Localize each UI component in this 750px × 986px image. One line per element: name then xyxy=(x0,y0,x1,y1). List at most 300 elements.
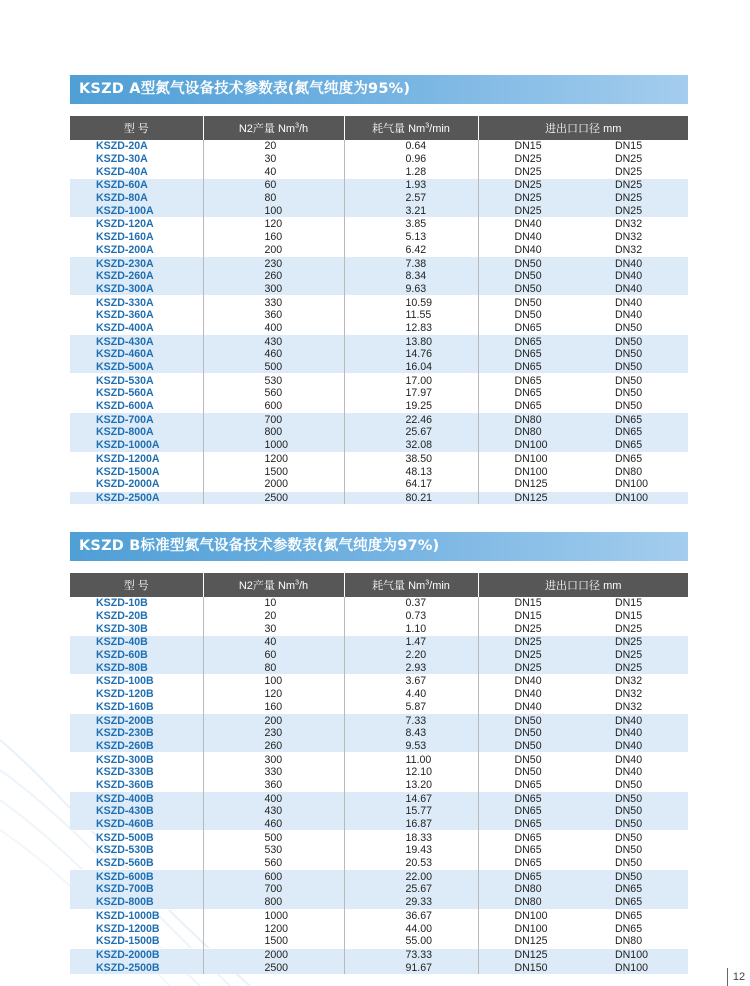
cell-outlet: DN25 xyxy=(615,622,643,635)
cell-flow: 300 xyxy=(203,753,344,766)
cell-flow: 30 xyxy=(203,153,344,166)
table-row xyxy=(70,818,688,831)
table-row xyxy=(70,857,688,870)
table-row xyxy=(70,140,688,153)
cell-model: KSZD-20A xyxy=(96,140,148,153)
cell-air: 32.08 xyxy=(344,439,478,452)
cell-flow: 460 xyxy=(203,818,344,831)
cell-model: KSZD-530A xyxy=(70,374,203,387)
table-row xyxy=(70,727,688,740)
table-row xyxy=(70,909,688,922)
cell-flow: 120 xyxy=(203,688,344,701)
cell-air: 7.33 xyxy=(344,714,478,727)
cell-outlet: DN25 xyxy=(583,661,688,674)
cell-model: KSZD-500B xyxy=(70,831,203,844)
cell-air: 91.67 xyxy=(344,961,478,974)
table-row xyxy=(70,935,688,948)
cell-flow: 40 xyxy=(203,165,344,178)
cell-air: 0.73 xyxy=(344,610,478,623)
table-row xyxy=(70,610,688,623)
cell-flow: 600 xyxy=(203,400,344,413)
cell-inlet: DN65 xyxy=(478,322,583,335)
cell-air: 11.55 xyxy=(344,309,478,322)
cell-air: 12.10 xyxy=(344,766,478,779)
cell-inlet: DN65 xyxy=(478,335,583,348)
table-row xyxy=(70,740,688,753)
table-row xyxy=(70,844,688,857)
cell-air: 16.04 xyxy=(344,361,478,374)
cell-flow: 260 xyxy=(203,740,344,753)
table-row xyxy=(70,491,688,504)
section-title-banner: KSZD B标准型氮气设备技术参数表(氮气纯度为97%) xyxy=(70,532,688,561)
cell-outlet: DN40 xyxy=(583,296,688,309)
cell-outlet: DN100 xyxy=(583,491,688,504)
cell-inlet: DN100 xyxy=(478,465,583,478)
table-row xyxy=(70,465,688,478)
cell-flow: 230 xyxy=(203,257,344,270)
cell-flow: 400 xyxy=(203,792,344,805)
cell-model: KSZD-80A xyxy=(70,192,203,205)
cell-inlet: DN15 xyxy=(478,610,583,623)
cell-outlet: DN25 xyxy=(615,165,643,178)
cell-model: KSZD-30B xyxy=(96,622,148,635)
cell-air: 13.80 xyxy=(344,335,478,348)
table-row xyxy=(70,309,688,322)
cell-outlet: DN40 xyxy=(583,740,688,753)
cell-inlet: DN50 xyxy=(478,270,583,283)
cell-outlet: DN40 xyxy=(615,766,643,779)
cell-flow: 160 xyxy=(203,231,344,244)
header-model: 型 号 xyxy=(70,116,203,140)
cell-inlet: DN65 xyxy=(478,831,583,844)
cell-model: KSZD-120B xyxy=(96,688,154,701)
cell-air: 6.42 xyxy=(344,244,478,257)
table-row xyxy=(70,231,688,244)
cell-inlet: DN50 xyxy=(478,766,583,779)
cell-air: 2.20 xyxy=(344,649,478,662)
cell-flow: 60 xyxy=(203,649,344,662)
cell-air: 18.33 xyxy=(344,831,478,844)
cell-outlet: DN50 xyxy=(615,844,643,857)
cell-air: 1.47 xyxy=(344,636,478,649)
cell-model: KSZD-2500B xyxy=(70,961,203,974)
cell-outlet: DN80 xyxy=(615,935,643,948)
cell-outlet: DN15 xyxy=(615,610,643,623)
table-header-row xyxy=(70,116,688,140)
cell-inlet: DN25 xyxy=(478,179,583,192)
cell-inlet: DN25 xyxy=(478,192,583,205)
table-row xyxy=(70,400,688,413)
cell-inlet: DN50 xyxy=(478,283,583,296)
cell-outlet: DN65 xyxy=(583,452,688,465)
cell-flow: 1200 xyxy=(203,922,344,935)
cell-air: 80.21 xyxy=(344,491,478,504)
cell-inlet: DN125 xyxy=(478,948,583,961)
cell-model: KSZD-40A xyxy=(96,165,148,178)
cell-inlet: DN100 xyxy=(478,922,583,935)
cell-model: KSZD-260A xyxy=(70,270,203,283)
cell-model: KSZD-400A xyxy=(96,321,154,334)
cell-air: 73.33 xyxy=(344,948,478,961)
table-row xyxy=(70,753,688,766)
cell-outlet: DN65 xyxy=(615,922,643,935)
cell-inlet: DN65 xyxy=(478,870,583,883)
table-row xyxy=(70,413,688,426)
cell-air: 44.00 xyxy=(344,922,478,935)
cell-air: 9.53 xyxy=(344,740,478,753)
cell-flow: 800 xyxy=(203,426,344,439)
cell-flow: 2500 xyxy=(203,491,344,504)
cell-flow: 1500 xyxy=(203,935,344,948)
table-row xyxy=(70,296,688,309)
cell-air: 64.17 xyxy=(344,478,478,491)
cell-inlet: DN65 xyxy=(478,387,583,400)
cell-flow: 500 xyxy=(203,361,344,374)
cell-outlet: DN100 xyxy=(615,478,648,491)
cell-model: KSZD-200B xyxy=(70,714,203,727)
cell-outlet: DN65 xyxy=(583,439,688,452)
cell-air: 5.87 xyxy=(344,701,478,714)
cell-inlet: DN65 xyxy=(478,792,583,805)
cell-inlet: DN80 xyxy=(478,883,583,896)
table-row xyxy=(70,204,688,217)
table-row xyxy=(70,675,688,688)
cell-flow: 160 xyxy=(203,701,344,714)
cell-air: 20.53 xyxy=(344,857,478,870)
cell-flow: 1500 xyxy=(203,465,344,478)
cell-flow: 30 xyxy=(203,622,344,635)
cell-model: KSZD-230A xyxy=(70,257,203,270)
cell-outlet: DN25 xyxy=(583,192,688,205)
spec-table-a xyxy=(70,116,688,504)
cell-air: 3.85 xyxy=(344,218,478,231)
cell-model: KSZD-100A xyxy=(70,204,203,217)
cell-air: 14.76 xyxy=(344,348,478,361)
cell-outlet: DN40 xyxy=(583,283,688,296)
cell-model: KSZD-100B xyxy=(70,675,203,688)
cell-air: 13.20 xyxy=(344,779,478,792)
cell-model: KSZD-260B xyxy=(70,740,203,753)
cell-air: 22.46 xyxy=(344,413,478,426)
cell-air: 3.67 xyxy=(344,675,478,688)
cell-air: 14.67 xyxy=(344,792,478,805)
page-number: 12 xyxy=(727,968,750,986)
cell-model: KSZD-360A xyxy=(96,309,154,322)
cell-outlet: DN100 xyxy=(583,948,688,961)
table-row xyxy=(70,701,688,714)
table-row xyxy=(70,244,688,257)
cell-outlet: DN50 xyxy=(583,335,688,348)
cell-air: 25.67 xyxy=(344,426,478,439)
cell-air: 38.50 xyxy=(344,452,478,465)
table-row xyxy=(70,883,688,896)
cell-outlet: DN25 xyxy=(583,649,688,662)
cell-flow: 430 xyxy=(203,805,344,818)
table-row xyxy=(70,153,688,166)
spec-section-b xyxy=(70,532,688,974)
cell-flow: 200 xyxy=(203,714,344,727)
cell-outlet: DN40 xyxy=(583,270,688,283)
cell-air: 22.00 xyxy=(344,870,478,883)
table-row xyxy=(70,387,688,400)
cell-model: KSZD-560A xyxy=(96,387,154,400)
cell-model: KSZD-430A xyxy=(70,335,203,348)
cell-flow: 360 xyxy=(203,779,344,792)
table-row xyxy=(70,831,688,844)
cell-air: 0.96 xyxy=(344,153,478,166)
cell-outlet: DN32 xyxy=(615,688,643,701)
table-row xyxy=(70,870,688,883)
cell-air: 8.34 xyxy=(344,270,478,283)
table-row xyxy=(70,179,688,192)
cell-flow: 20 xyxy=(203,140,344,153)
table-row xyxy=(70,961,688,974)
cell-model: KSZD-1500A xyxy=(96,465,160,478)
table-row xyxy=(70,374,688,387)
table-row xyxy=(70,714,688,727)
cell-outlet: DN32 xyxy=(615,243,643,256)
cell-inlet: DN25 xyxy=(478,622,583,635)
cell-model: KSZD-30A xyxy=(96,153,148,166)
cell-model: KSZD-330A xyxy=(70,296,203,309)
cell-outlet: DN25 xyxy=(615,153,643,166)
cell-outlet: DN65 xyxy=(583,896,688,909)
cell-air: 4.40 xyxy=(344,688,478,701)
cell-model: KSZD-1000B xyxy=(70,909,203,922)
cell-inlet: DN80 xyxy=(478,413,583,426)
table-row xyxy=(70,766,688,779)
cell-model: KSZD-60A xyxy=(70,179,203,192)
cell-flow: 2000 xyxy=(203,948,344,961)
cell-air: 11.00 xyxy=(344,753,478,766)
cell-inlet: DN100 xyxy=(478,452,583,465)
cell-model: KSZD-430B xyxy=(70,805,203,818)
cell-air: 5.13 xyxy=(344,231,478,244)
table-row xyxy=(70,257,688,270)
cell-model: KSZD-60B xyxy=(70,649,203,662)
cell-outlet: DN50 xyxy=(583,361,688,374)
table-row xyxy=(70,792,688,805)
cell-flow: 300 xyxy=(203,283,344,296)
cell-inlet: DN25 xyxy=(478,649,583,662)
cell-model: KSZD-1200B xyxy=(96,922,160,935)
cell-flow: 1200 xyxy=(203,452,344,465)
cell-outlet: DN32 xyxy=(583,675,688,688)
cell-air: 19.25 xyxy=(344,400,478,413)
cell-outlet: DN50 xyxy=(583,348,688,361)
cell-model: KSZD-300A xyxy=(70,283,203,296)
cell-air: 36.67 xyxy=(344,909,478,922)
cell-flow: 1000 xyxy=(203,909,344,922)
cell-inlet: DN25 xyxy=(478,204,583,217)
cell-outlet: DN65 xyxy=(583,909,688,922)
cell-inlet: DN65 xyxy=(478,818,583,831)
cell-outlet: DN15 xyxy=(615,140,643,153)
header-model: 型 号 xyxy=(70,573,203,597)
cell-outlet: DN40 xyxy=(583,753,688,766)
cell-air: 9.63 xyxy=(344,283,478,296)
cell-flow: 430 xyxy=(203,335,344,348)
table-row xyxy=(70,270,688,283)
cell-flow: 40 xyxy=(203,636,344,649)
cell-inlet: DN40 xyxy=(478,701,583,714)
cell-outlet: DN50 xyxy=(583,374,688,387)
cell-flow: 1000 xyxy=(203,439,344,452)
cell-flow: 80 xyxy=(203,661,344,674)
cell-outlet: DN65 xyxy=(583,426,688,439)
cell-outlet: DN50 xyxy=(583,818,688,831)
cell-air: 1.10 xyxy=(344,622,478,635)
cell-model: KSZD-460A xyxy=(70,348,203,361)
cell-inlet: DN125 xyxy=(478,935,583,948)
cell-model: KSZD-530B xyxy=(96,844,154,857)
cell-inlet: DN50 xyxy=(478,309,583,322)
cell-air: 16.87 xyxy=(344,818,478,831)
cell-flow: 460 xyxy=(203,348,344,361)
cell-air: 12.83 xyxy=(344,322,478,335)
cell-air: 17.00 xyxy=(344,374,478,387)
cell-model: KSZD-700B xyxy=(70,883,203,896)
cell-inlet: DN40 xyxy=(478,244,583,257)
cell-model: KSZD-2000B xyxy=(70,948,203,961)
table-row xyxy=(70,948,688,961)
cell-air: 3.21 xyxy=(344,204,478,217)
cell-inlet: DN40 xyxy=(478,688,583,701)
cell-outlet: DN40 xyxy=(583,727,688,740)
cell-outlet: DN50 xyxy=(615,321,643,334)
cell-outlet: DN50 xyxy=(583,831,688,844)
cell-air: 8.43 xyxy=(344,727,478,740)
cell-inlet: DN50 xyxy=(478,727,583,740)
cell-flow: 2000 xyxy=(203,478,344,491)
cell-inlet: DN50 xyxy=(478,714,583,727)
cell-model: KSZD-40B xyxy=(70,636,203,649)
cell-model: KSZD-700A xyxy=(70,413,203,426)
header-n2-output: N2产量 Nm$^3$/h xyxy=(203,573,344,597)
cell-flow: 560 xyxy=(203,387,344,400)
cell-outlet: DN50 xyxy=(615,387,643,400)
cell-inlet: DN25 xyxy=(478,636,583,649)
table-row xyxy=(70,636,688,649)
cell-model: KSZD-200A xyxy=(96,243,154,256)
cell-air: 55.00 xyxy=(344,935,478,948)
cell-inlet: DN25 xyxy=(478,153,583,166)
table-row xyxy=(70,348,688,361)
cell-model: KSZD-560B xyxy=(96,857,154,870)
cell-model: KSZD-10B xyxy=(96,597,148,610)
cell-flow: 2500 xyxy=(203,961,344,974)
cell-outlet: DN32 xyxy=(615,700,643,713)
cell-inlet: DN40 xyxy=(478,218,583,231)
table-row xyxy=(70,597,688,610)
cell-outlet: DN40 xyxy=(583,257,688,270)
cell-flow: 800 xyxy=(203,896,344,909)
cell-air: 1.93 xyxy=(344,179,478,192)
cell-inlet: DN15 xyxy=(478,140,583,153)
cell-flow: 330 xyxy=(203,296,344,309)
cell-outlet: DN15 xyxy=(615,597,643,610)
cell-inlet: DN65 xyxy=(478,374,583,387)
cell-flow: 700 xyxy=(203,883,344,896)
cell-flow: 560 xyxy=(203,857,344,870)
cell-inlet: DN40 xyxy=(478,231,583,244)
cell-inlet: DN65 xyxy=(478,361,583,374)
cell-model: KSZD-20B xyxy=(96,610,148,623)
cell-outlet: DN32 xyxy=(615,231,643,244)
cell-flow: 330 xyxy=(203,766,344,779)
cell-inlet: DN40 xyxy=(478,675,583,688)
cell-model: KSZD-160B xyxy=(96,700,154,713)
table-row xyxy=(70,452,688,465)
cell-flow: 80 xyxy=(203,192,344,205)
cell-inlet: DN100 xyxy=(478,909,583,922)
header-port-size: 进出口口径 mm xyxy=(478,116,688,140)
cell-flow: 100 xyxy=(203,204,344,217)
cell-outlet: DN32 xyxy=(583,218,688,231)
cell-flow: 530 xyxy=(203,374,344,387)
table-row xyxy=(70,622,688,635)
cell-model: KSZD-800A xyxy=(70,426,203,439)
header-n2-output: N2产量 Nm$^3$/h xyxy=(203,116,344,140)
cell-air: 2.57 xyxy=(344,192,478,205)
table-row xyxy=(70,805,688,818)
cell-flow: 20 xyxy=(203,610,344,623)
cell-model: KSZD-1500B xyxy=(96,935,160,948)
cell-flow: 10 xyxy=(203,597,344,610)
cell-outlet: DN25 xyxy=(583,636,688,649)
cell-inlet: DN125 xyxy=(478,478,583,491)
table-row xyxy=(70,779,688,792)
section-title-banner: KSZD A型氮气设备技术参数表(氮气纯度为95%) xyxy=(70,75,688,104)
cell-air: 2.93 xyxy=(344,661,478,674)
cell-flow: 360 xyxy=(203,309,344,322)
cell-inlet: DN15 xyxy=(478,597,583,610)
spec-section-a xyxy=(70,75,688,504)
table-row xyxy=(70,439,688,452)
cell-air: 0.64 xyxy=(344,140,478,153)
cell-air: 17.97 xyxy=(344,387,478,400)
cell-flow: 700 xyxy=(203,413,344,426)
table-row xyxy=(70,688,688,701)
cell-inlet: DN50 xyxy=(478,257,583,270)
cell-outlet: DN25 xyxy=(583,179,688,192)
cell-flow: 600 xyxy=(203,870,344,883)
cell-model: KSZD-2500A xyxy=(70,491,203,504)
cell-model: KSZD-1000A xyxy=(70,439,203,452)
table-row xyxy=(70,896,688,909)
cell-inlet: DN80 xyxy=(478,426,583,439)
cell-inlet: DN65 xyxy=(478,805,583,818)
table-row xyxy=(70,649,688,662)
cell-outlet: DN50 xyxy=(615,857,643,870)
cell-flow: 200 xyxy=(203,244,344,257)
cell-model: KSZD-2000A xyxy=(96,478,160,491)
cell-outlet: DN50 xyxy=(615,400,643,413)
cell-air: 15.77 xyxy=(344,805,478,818)
cell-inlet: DN25 xyxy=(478,661,583,674)
table-row xyxy=(70,335,688,348)
cell-inlet: DN50 xyxy=(478,753,583,766)
cell-model: KSZD-460B xyxy=(70,818,203,831)
cell-inlet: DN65 xyxy=(478,857,583,870)
table-header-row xyxy=(70,573,688,597)
cell-outlet: DN50 xyxy=(583,792,688,805)
cell-model: KSZD-120A xyxy=(70,218,203,231)
cell-outlet: DN25 xyxy=(583,204,688,217)
cell-flow: 530 xyxy=(203,844,344,857)
cell-model: KSZD-600A xyxy=(96,400,154,413)
cell-flow: 500 xyxy=(203,831,344,844)
